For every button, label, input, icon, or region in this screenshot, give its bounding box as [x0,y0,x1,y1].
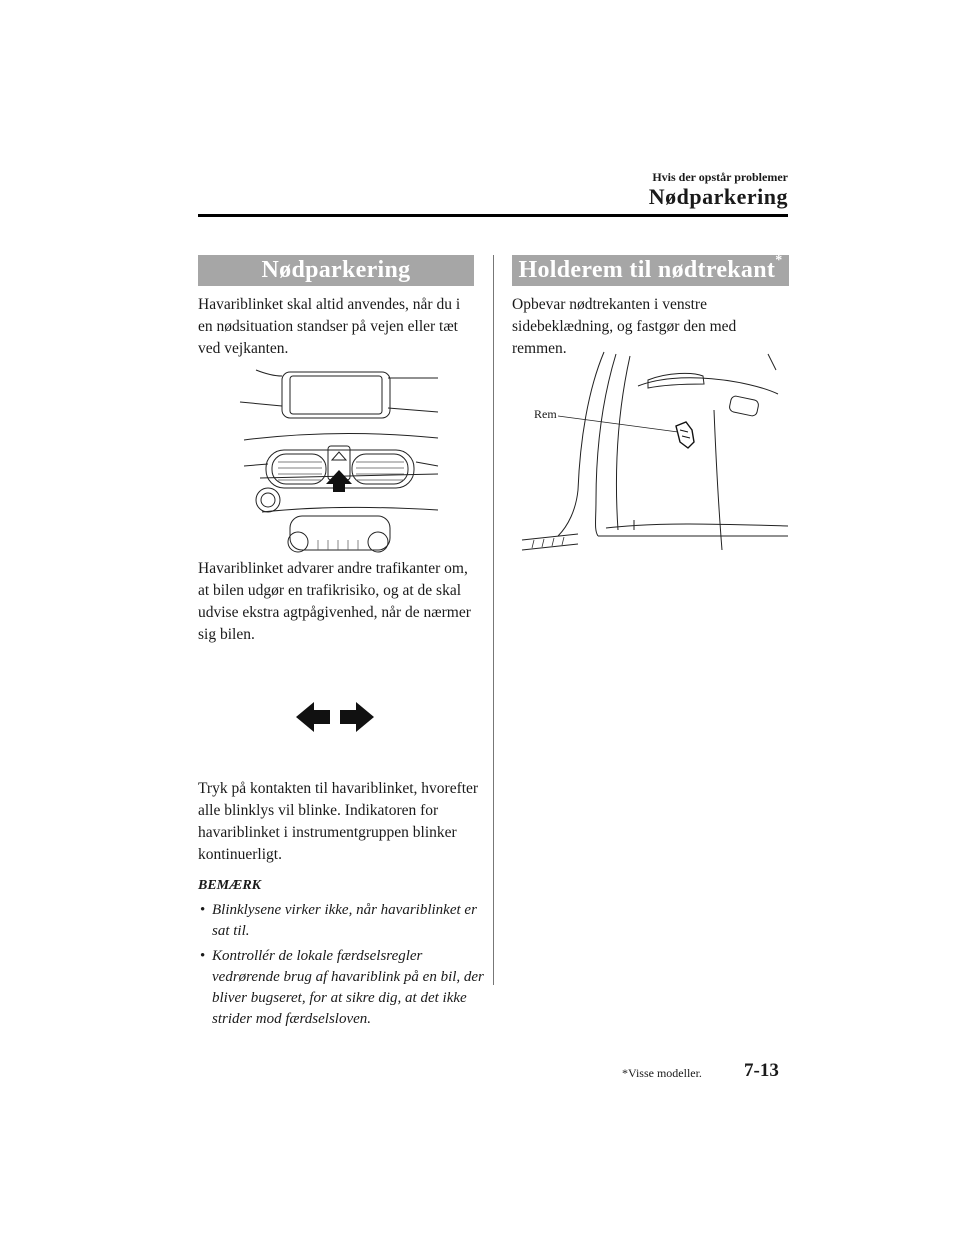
models-marker: * [775,253,783,268]
strap-callout-label: Rem [534,407,557,421]
intro-paragraph: Havariblinket skal altid anvendes, når du i en nødsituation standser på vejen eller tæt ved vejkanten. [198,296,461,357]
footer-models-note: *Visse modeller. [622,1066,702,1080]
left-column [198,255,474,360]
note-item [198,946,488,1030]
header-rule [198,214,788,217]
banner-text: Holderem til nødtrekant [518,257,776,283]
turn-signal-indicator-icon [294,700,376,734]
warning-paragraph: Havariblinket advarer andre trafikanter om, at bilen udgør en trafikrisiko, og at de skal udvise ekstra agtpågivenhed, når de nærmer sig bilen. [198,560,471,643]
section-banner-emergency-parking: Nødparkering [198,255,474,286]
trunk-side-panel-strap-illustration [518,350,788,556]
operation-paragraph: Tryk på kontakten til havariblinket, hvorefter alle blinklys vil blinke. Indikatoren for havariblinket i instrumentgruppen blinker kontinuerligt. [198,780,479,863]
note-item [198,900,488,942]
note-text: Kontrollér de lokale færdselsregler vedrørende brug af havariblink på en bil, der bliver bugseret, for at sikre dig, at det ikke strider mod færdselsloven. [212,948,484,1027]
section-header-small: Hvis der opstår problemer [652,170,788,184]
column-divider [493,255,494,985]
note-heading: BEMÆRK [198,878,262,893]
section-banner-triangle-strap [512,255,789,286]
page-number: 7-13 [744,1060,779,1081]
right-column [512,255,789,360]
page-title: Nødparkering [648,184,788,209]
bullet-mark: • [200,948,206,964]
dashboard-hazard-switch-illustration [238,366,442,556]
note-text: Blinklysene virker ikke, når havariblinket er sat til. [212,902,477,939]
left-column-lower [198,778,488,1034]
left-column-body [198,558,474,646]
bullet-mark: • [200,902,206,918]
storage-paragraph: Opbevar nødtrekanten i venstre sidebeklædning, og fastgør den med remmen. [512,296,737,357]
